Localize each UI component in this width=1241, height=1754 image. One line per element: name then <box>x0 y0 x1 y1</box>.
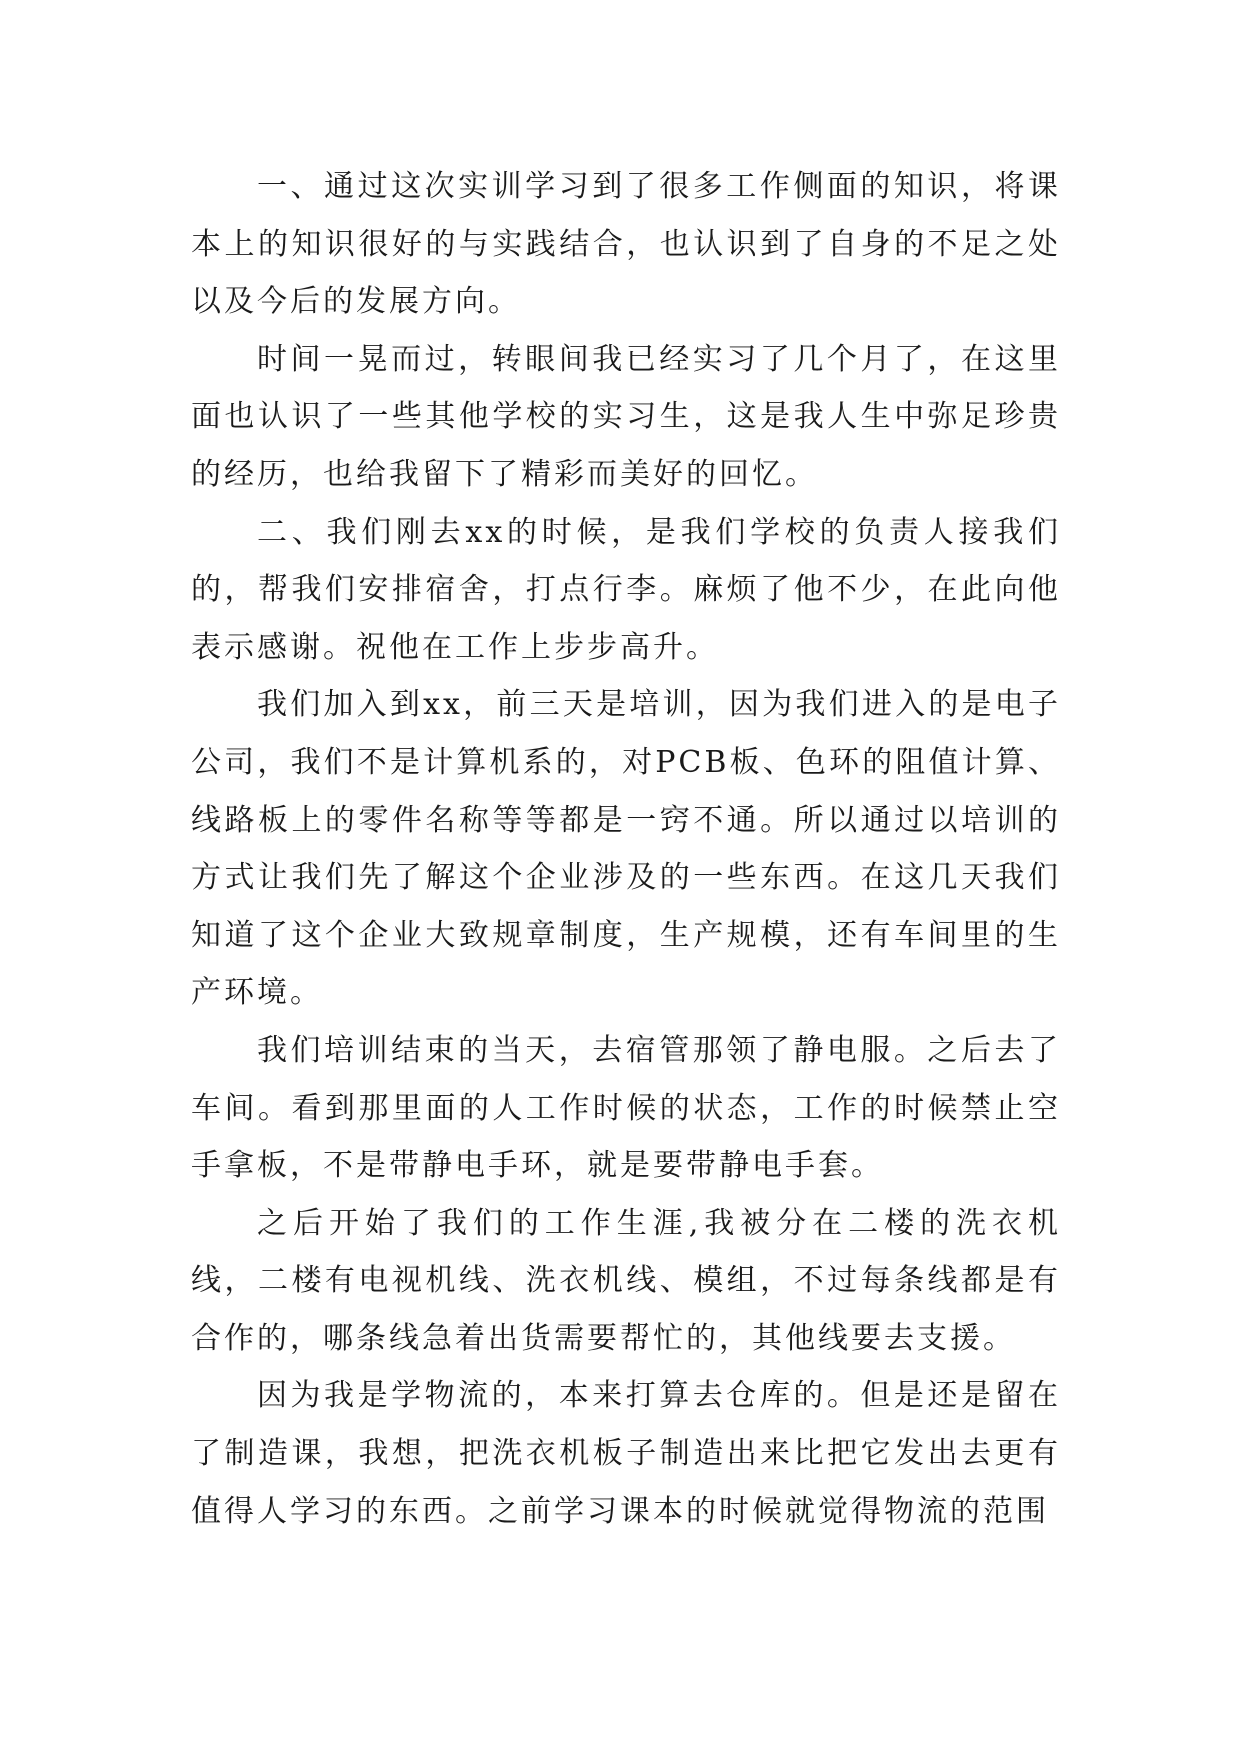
paragraph-6: 之后开始了我们的工作生涯,我被分在二楼的洗衣机线，二楼有电视机线、洗衣机线、模组，不过每条线都是有合作的，哪条线急着出货需要帮忙的，其他线要去支援。 <box>191 1205 1061 1356</box>
paragraph-5: 我们培训结束的当天，去宿管那领了静电服。之后去了车间。看到那里面的人工作时候的状态，工作的时候禁止空手拿板，不是带静电手环，就是要带静电手套。 <box>191 1032 1061 1184</box>
paragraph-1: 一、通过这次实训学习到了很多工作侧面的知识，将课本上的知识很好的与实践结合，也认识到了自身的不足之处以及今后的发展方向。 <box>191 169 1061 320</box>
paragraph-4: 我们加入到xx，前三天是培训，因为我们进入的是电子公司，我们不是计算机系的，对PCB板、色环的阻值计算、线路板上的零件名称等等都是一窍不通。所以通过以培训的方式让我们先了解这个企业涉及的一些东西。在这几天我们知道了这个企业大致规章制度，生产规模，还有车间里的生产环境。 <box>191 687 1061 1011</box>
paragraph-2: 时间一晃而过，转眼间我已经实习了几个月了，在这里面也认识了一些其他学校的实习生，这是我人生中弥足珍贵的经历，也给我留下了精彩而美好的回忆。 <box>191 341 1061 492</box>
paragraph-3: 二、我们刚去xx的时候，是我们学校的负责人接我们的，帮我们安排宿舍，打点行李。麻烦了他不少，在此向他表示感谢。祝他在工作上步步高升。 <box>191 514 1061 665</box>
paragraph-7: 因为我是学物流的，本来打算去仓库的。但是还是留在了制造课，我想，把洗衣机板子制造出来比把它发出去更有值得人学习的东西。之前学习课本的时候就觉得物流的范围 <box>191 1378 1061 1529</box>
document-body <box>191 158 1061 1540</box>
